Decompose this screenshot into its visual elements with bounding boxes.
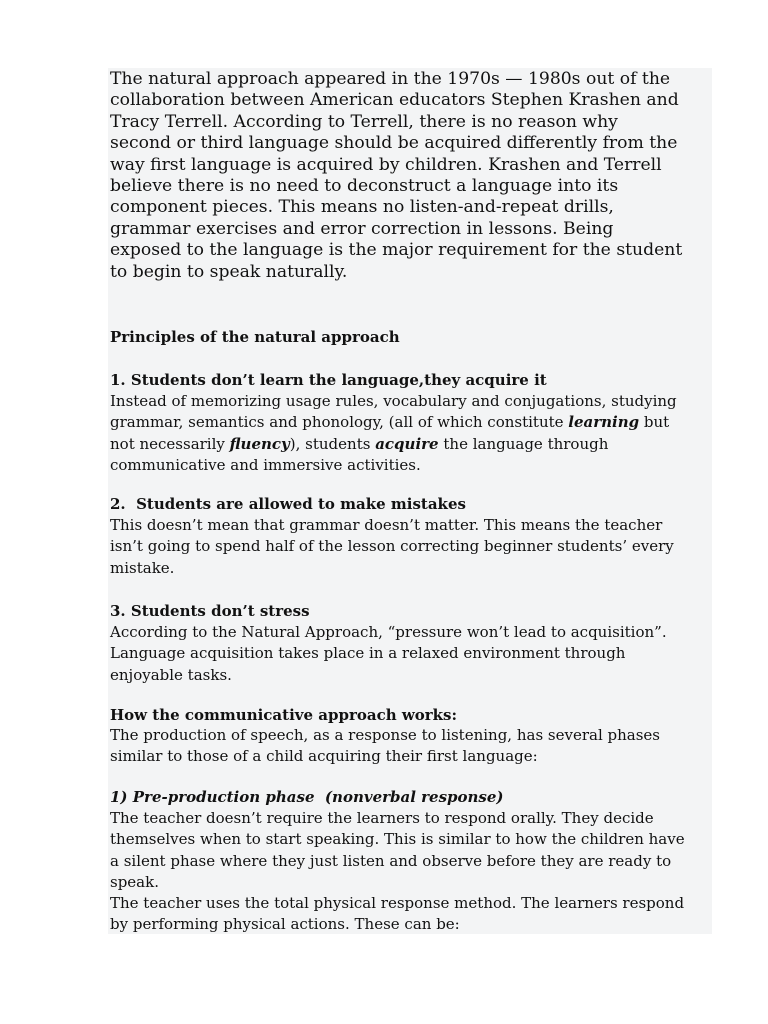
how-it-works-body — [110, 725, 714, 768]
emphasis-acquire: acquire — [375, 434, 439, 453]
text-run: not necessarily — [110, 434, 230, 453]
intro-line: believe there is no need to deconstruct a language into its — [110, 176, 619, 197]
principle-3-body — [110, 622, 714, 686]
principles-heading: Principles of the natural approach — [110, 328, 400, 346]
principle-2-heading: 2. Students are allowed to make mistakes — [110, 495, 466, 513]
intro-line: Tracy Terrell. According to Terrell, there is no reason why — [110, 111, 618, 132]
phase-1-line: The teacher doesn’t require the learners to respond orally. They decide — [110, 809, 654, 827]
phase-1-line: speak. — [110, 872, 159, 891]
phase-1-line: a silent phase where they just listen and observe before they are ready to — [110, 851, 672, 870]
intro-paragraph — [110, 69, 714, 283]
intro-line: way first language is acquired by children. Krashen and Terrell — [110, 154, 662, 175]
text-run: ), students — [289, 434, 376, 453]
principle-3-line: According to the Natural Approach, “pressure won’t lead to acquisition”. — [110, 623, 667, 641]
intro-line: component pieces. This means no listen-and-repeat drills, — [110, 197, 614, 218]
principle-3-heading: 3. Students don’t stress — [110, 602, 310, 620]
principle-1-line — [110, 434, 714, 455]
how-it-works-line: similar to those of a child acquiring their first language: — [110, 747, 538, 766]
emphasis-fluency: fluency — [229, 434, 290, 453]
principle-2-line: mistake. — [110, 558, 175, 577]
principle-2-line: isn’t going to spend half of the lesson correcting beginner students’ every — [110, 537, 674, 556]
intro-line: The natural approach appeared in the 1970s — 1980s out of the — [110, 69, 671, 89]
phase-1-heading: 1) Pre-production phase (nonverbal response) — [110, 788, 504, 806]
emphasis-learning: learning — [568, 413, 640, 432]
principle-3-line: Language acquisition takes place in a relaxed environment through — [110, 644, 626, 663]
intro-line: exposed to the language is the major requirement for the student — [110, 240, 683, 261]
principle-1-line — [110, 412, 714, 433]
intro-line: second or third language should be acquired differently from the — [110, 133, 678, 154]
principle-2-line: This doesn’t mean that grammar doesn’t matter. This means the teacher — [110, 516, 663, 534]
principle-1-body — [110, 391, 714, 476]
principle-1-heading: 1. Students don’t learn the language,they acquire it — [110, 371, 547, 389]
document-content — [108, 68, 712, 934]
text-run: grammar, semantics and phonology, (all of which constitute — [110, 413, 569, 432]
phase-1-line: themselves when to start speaking. This is similar to how the children have — [110, 830, 685, 849]
intro-line: grammar exercises and error correction in lessons. Being — [110, 218, 614, 239]
principle-3-line: enjoyable tasks. — [110, 665, 232, 684]
phase-1-body — [110, 808, 714, 936]
text-run: but — [639, 413, 670, 432]
how-it-works-line: The production of speech, as a response to listening, has several phases — [110, 726, 660, 744]
phase-1-line: The teacher uses the total physical response method. The learners respond — [110, 894, 685, 913]
principle-1-line: communicative and immersive activities. — [110, 455, 421, 474]
principle-1-line: Instead of memorizing usage rules, vocabulary and conjugations, studying — [110, 392, 677, 410]
how-it-works-heading: How the communicative approach works: — [110, 706, 458, 724]
principle-2-body — [110, 515, 714, 579]
intro-line: to begin to speak naturally. — [110, 261, 348, 282]
text-run: the language through — [438, 434, 609, 453]
phase-1-line: by performing physical actions. These can be: — [110, 915, 460, 934]
intro-line: collaboration between American educators Stephen Krashen and — [110, 90, 679, 111]
